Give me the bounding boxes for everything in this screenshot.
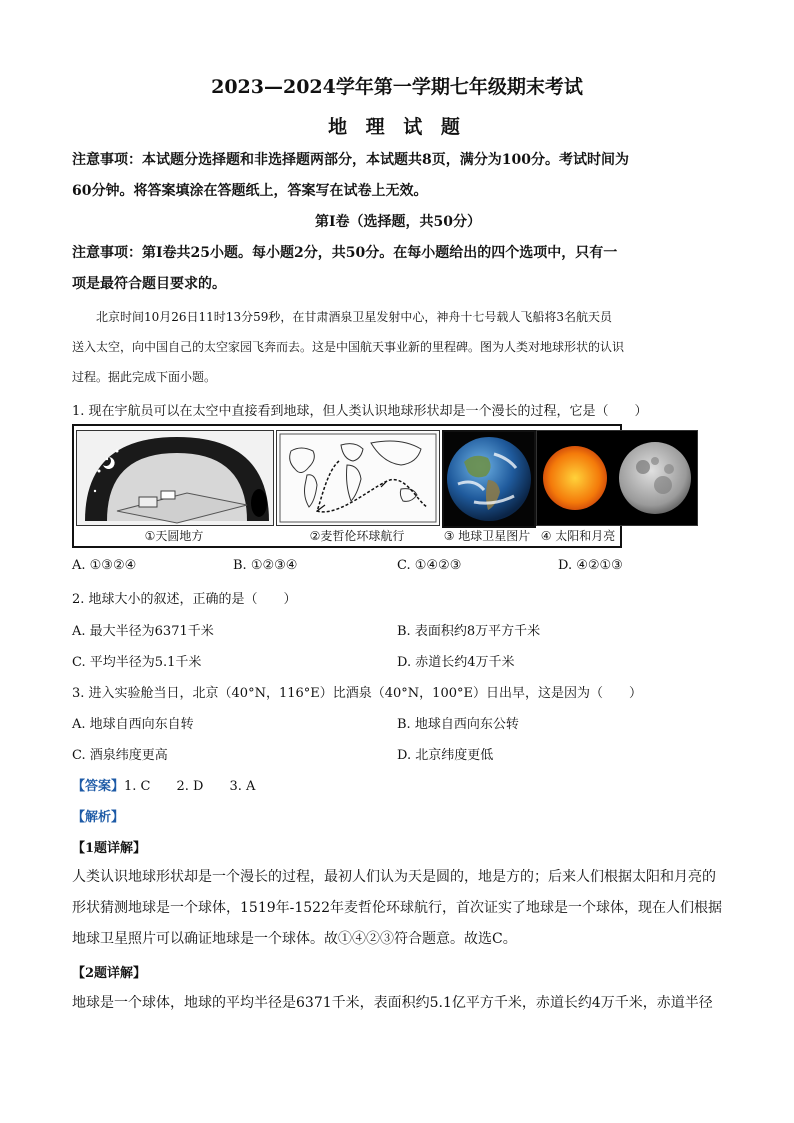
q1-option-d[interactable]: D. ④②①③ xyxy=(558,558,623,573)
exam-title: 2023—2024学年第一学期七年级期末考试 xyxy=(211,76,583,98)
q2-option-d[interactable]: D. 赤道长约4万千米 xyxy=(397,655,515,670)
section-heading: 第Ⅰ卷（选择题，共50分） xyxy=(314,214,482,230)
q1-analysis-line-2: 形状猜测地球是一个球体，1519年-1522年麦哲伦环球航行，首次证实了地球是一个球体，现在人们根据 xyxy=(72,900,722,916)
passage-line-2: 送入太空，向中国自己的太空家园飞奔而去。这是中国航天事业新的里程碑。图为人类对地球形状的认识 xyxy=(72,340,625,354)
question-2-stem: 2. 地球大小的叙述，正确的是（ ） xyxy=(72,592,297,607)
sun-icon xyxy=(543,446,607,510)
passage-line-3: 过程。据此完成下面小题。 xyxy=(72,370,217,384)
q1-option-c[interactable]: C. ①④②③ xyxy=(397,558,462,573)
caption-3: ③ 地球卫星图片 xyxy=(443,529,531,543)
q1-analysis-line-1: 人类认识地球形状却是一个漫长的过程，最初人们认为天是圆的，地是方的；后来人们根据太阳和月亮的 xyxy=(72,869,716,885)
notice-line-1: 注意事项：本试题分选择题和非选择题两部分，本试题共8页，满分为100分。考试时间为 xyxy=(72,152,629,168)
panel-magellan-voyage xyxy=(276,430,440,526)
analysis-tag: 【解析】 xyxy=(72,810,125,825)
earth-shape-figure xyxy=(72,424,622,548)
passage-line-1: 北京时间10月26日11时13分59秒，在甘肃酒泉卫星发射中心，神舟十七号载人飞船将3名航天员 xyxy=(96,310,612,324)
panel-sun-and-moon xyxy=(536,430,698,526)
q3-option-d[interactable]: D. 北京纬度更低 xyxy=(397,748,494,763)
q2-option-a[interactable]: A. 最大半径为6371千米 xyxy=(72,624,214,639)
moon-icon xyxy=(619,442,691,514)
q3-option-c[interactable]: C. 酒泉纬度更高 xyxy=(72,748,168,763)
q2-option-c[interactable]: C. 平均半径为5.1千米 xyxy=(72,655,202,670)
q2-analysis-tag: 【2题详解】 xyxy=(72,966,147,981)
panel-earth-satellite xyxy=(442,430,536,528)
world-map-illustration xyxy=(277,431,439,525)
exam-subtitle: 地 理 试 题 xyxy=(328,116,466,138)
q2-analysis-line-1: 地球是一个球体，地球的平均半径是6371千米，表面积约5.1亿平方千米，赤道长约4万千米，赤道半径 xyxy=(72,995,713,1011)
q2-option-b[interactable]: B. 表面积约8万平方千米 xyxy=(397,624,541,639)
dome-illustration xyxy=(77,431,273,525)
notice-line-2: 60分钟。将答案填涂在答题纸上，答案写在试卷上无效。 xyxy=(72,183,428,199)
answer-line xyxy=(72,775,255,794)
question-3-stem: 3. 进入实验舱当日，北京（40°N，116°E）比酒泉（40°N，100°E）日出早，这是因为（ ） xyxy=(72,686,642,701)
q1-option-a[interactable]: A. ①③②④ xyxy=(72,558,137,573)
q3-option-b[interactable]: B. 地球自西向东公转 xyxy=(397,717,519,732)
q1-analysis-tag: 【1题详解】 xyxy=(72,841,147,856)
earth-globe-icon xyxy=(444,432,534,526)
caption-1: ①天圆地方 xyxy=(144,529,204,543)
caption-4: ④ 太阳和月亮 xyxy=(540,529,616,543)
sun-moon-illustration xyxy=(537,431,697,525)
q1-option-b[interactable]: B. ①②③④ xyxy=(233,558,298,573)
panel-heaven-round-earth-square xyxy=(76,430,274,526)
notice2-line-1: 注意事项：第Ⅰ卷共25小题。每小题2分，共50分。在每小题给出的四个选项中，只有一 xyxy=(72,245,618,261)
q1-analysis-line-3: 地球卫星照片可以确证地球是一个球体。故①④②③符合题意。故选C。 xyxy=(72,931,517,947)
notice2-line-2: 项是最符合题目要求的。 xyxy=(72,276,226,292)
q3-option-a[interactable]: A. 地球自西向东自转 xyxy=(72,717,194,732)
question-1-stem: 1. 现在宇航员可以在太空中直接看到地球，但人类认识地球形状却是一个漫长的过程，它是（ ） xyxy=(72,404,648,419)
caption-2: ②麦哲伦环球航行 xyxy=(309,529,405,543)
answer-text: 1. C 2. D 3. A xyxy=(124,779,256,794)
answer-tag: 【答案】 xyxy=(72,779,125,794)
